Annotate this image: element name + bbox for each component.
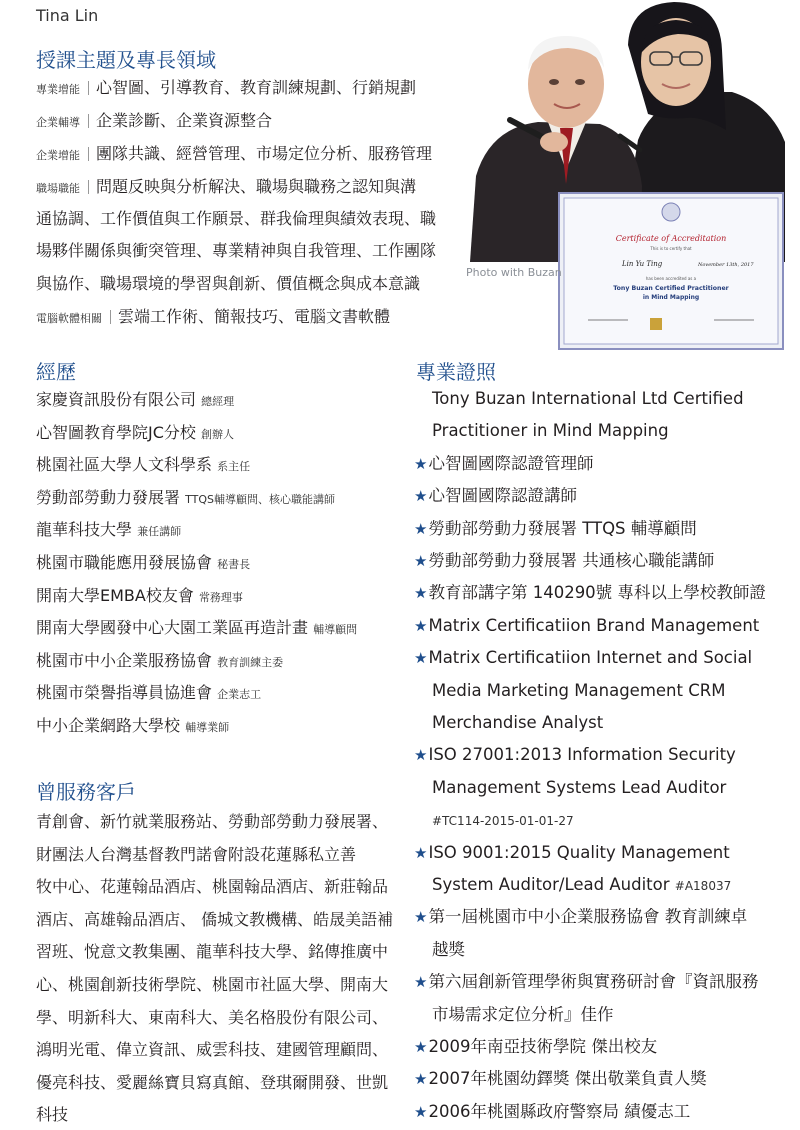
star-icon: ★	[414, 584, 428, 603]
cert-line	[414, 680, 726, 700]
star-icon: ★	[414, 908, 428, 927]
experience-item	[36, 585, 243, 605]
experience-role: 系主任	[217, 460, 251, 474]
experience-role: 總經理	[201, 395, 235, 408]
cert-line1: This is to certify that	[650, 246, 692, 251]
cert-title: Certificate of Accreditation	[615, 234, 727, 243]
cert-text: Matrix Certificatiion Internet and Social	[428, 648, 753, 668]
cert-text: Media Marketing Management CRM	[432, 680, 726, 700]
expertise-text: 心智圖、引導教育、教育訓練規劃、行銷規劃	[96, 78, 417, 97]
client-line: 酒店、高雄翰品酒店、 僑城文教機構、皓晟美語補	[36, 909, 394, 929]
star-icon: ★	[414, 843, 428, 862]
cert-line2: has been accredited as a	[645, 276, 697, 281]
expertise-tag: 企業輔導	[36, 116, 80, 129]
divider	[88, 81, 89, 95]
cert-text: 第六屆創新管理學術與實務研討會『資訊服務	[428, 972, 759, 992]
client-line: 牧中心、花蓮翰品酒店、桃園翰品酒店、新莊翰品	[36, 877, 389, 897]
star-icon: ★	[414, 1070, 428, 1089]
cert-line	[414, 1071, 707, 1088]
cert-emblem	[662, 203, 680, 221]
cert-line	[414, 715, 603, 732]
cert-id: #A18037	[674, 879, 732, 893]
expertise-tag: 企業增能	[36, 149, 80, 162]
cert-text: ISO 27001:2013 Information Security	[428, 745, 736, 765]
client-line: 科技	[36, 1105, 69, 1125]
experience-role: TTQS輔導顧問、核心職能講師	[185, 492, 335, 506]
star-icon: ★	[414, 746, 428, 765]
cert-line	[414, 939, 465, 959]
cert-text: System Auditor/Lead Auditor	[432, 875, 670, 894]
cert-line	[414, 553, 714, 570]
cert-text: 越獎	[432, 939, 465, 959]
experience-role: 輔導顧問	[313, 623, 358, 637]
experience-role: 教育訓練主委	[217, 655, 284, 669]
client-line: 青創會、新竹就業服務站、勞動部勞動力發展署、	[36, 812, 389, 831]
client-line: 財團法人台灣基督教門諾會附設花蓮縣私立善	[36, 844, 357, 864]
experience-org: 桃園市中小企業服務協會	[36, 650, 213, 670]
cert-text: 2009年南亞技術學院 傑出校友	[428, 1037, 658, 1056]
experience-role: 常務理事	[198, 590, 243, 604]
cert-text: 2007年桃園幼鐸獎 傑出敬業負責人獎	[428, 1069, 707, 1089]
cert-line	[414, 453, 594, 473]
cert-text: 勞動部勞動力發展署 TTQS 輔導顧問	[428, 518, 697, 538]
expertise-continuation: 通協調、工作價值與工作願景、群我倫理與績效表現、職	[36, 209, 437, 228]
cert-line	[414, 615, 760, 635]
expertise-row	[36, 113, 272, 129]
experience-item	[36, 487, 335, 507]
cert-role1: Tony Buzan Certified Practitioner	[613, 285, 729, 292]
experience-org: 龍華科技大學	[36, 520, 133, 540]
star-icon: ★	[414, 649, 428, 668]
experience-item	[36, 685, 261, 701]
certificate	[558, 192, 784, 350]
expertise-row	[36, 309, 390, 325]
cert-text: 市場需求定位分析』佳作	[432, 1004, 614, 1024]
cert-line	[414, 812, 574, 829]
cert-line	[414, 747, 736, 764]
star-icon: ★	[414, 487, 428, 506]
cert-line	[414, 650, 752, 667]
cert-text: Merchandise Analyst	[432, 713, 604, 732]
cert-text: 第一屆桃園市中小企業服務協會 教育訓練卓	[428, 907, 748, 927]
divider	[88, 114, 89, 128]
person-name: Tina Lin	[36, 6, 99, 25]
experience-item	[36, 650, 284, 670]
client-line: 優亮科技、愛麗絲寶貝寫真館、登琪爾開發、世凱	[36, 1072, 389, 1092]
cert-date: November 13th, 2017	[698, 262, 754, 268]
experience-heading: 經歷	[36, 360, 76, 384]
cert-text: #TC114-2015-01-01-27	[432, 814, 574, 829]
cert-text: Tony Buzan International Ltd Certified	[432, 389, 744, 408]
cert-line	[414, 488, 577, 505]
cert-line	[414, 974, 758, 991]
photo-caption: Photo with Buzan	[466, 266, 562, 279]
cert-role2: in Mind Mapping	[642, 294, 700, 301]
divider	[88, 180, 89, 194]
cert-line	[414, 1039, 657, 1056]
expertise-text: 雲端工作術、簡報技巧、電腦文書軟體	[118, 307, 391, 326]
expertise-row	[36, 146, 432, 162]
expertise-continuation: 場夥伴關係與衝突管理、專業精神與自我管理、工作團隊	[36, 241, 437, 260]
expertise-heading: 授課主題及專長領域	[36, 48, 216, 72]
cert-line	[414, 842, 730, 862]
experience-org: 桃園市榮譽指導員協進會	[36, 683, 213, 703]
cert-text: Practitioner in Mind Mapping	[432, 421, 669, 441]
cert-line	[414, 777, 727, 797]
client-line: 學、明新科大、東南科大、美名格股份有限公司、	[36, 1007, 389, 1027]
experience-item	[36, 555, 250, 571]
cert-line	[414, 877, 731, 894]
cert-text: ISO 9001:2015 Quality Management	[428, 842, 730, 862]
experience-item	[36, 718, 229, 734]
cert-line	[414, 585, 766, 602]
cert-signature: Lin Yu Ting	[622, 260, 663, 268]
star-icon: ★	[414, 616, 428, 635]
star-icon: ★	[414, 1102, 428, 1121]
experience-role: 企業志工	[217, 688, 262, 702]
cert-text: Management Systems Lead Auditor	[432, 777, 727, 797]
experience-org: 開南大學EMBA校友會	[36, 585, 194, 605]
clients-heading: 曾服務客戶	[36, 780, 136, 804]
cert-line	[414, 391, 744, 408]
star-icon: ★	[414, 973, 428, 992]
experience-role: 兼任講師	[137, 525, 182, 539]
experience-item	[36, 522, 181, 538]
experience-org: 桃園市職能應用發展協會	[36, 553, 213, 572]
expertise-tag: 專業增能	[36, 83, 80, 96]
expertise-text: 問題反映與分析解決、職場與職務之認知與溝	[96, 177, 417, 196]
cert-line	[414, 909, 747, 926]
cert-text: 教育部講字第 140290號 專科以上學校教師證	[428, 583, 766, 603]
experience-role: 創辦人	[201, 427, 234, 441]
experience-role: 秘書長	[217, 558, 251, 571]
star-icon: ★	[414, 552, 428, 570]
experience-item	[36, 457, 250, 473]
experience-org: 心智圖教育學院JC分校	[36, 422, 196, 442]
cert-line	[414, 1004, 614, 1024]
expertise-row	[36, 179, 416, 195]
expertise-text: 企業診斷、企業資源整合	[96, 111, 273, 130]
client-line: 鴻明光電、偉立資訊、威雲科技、建國管理顧問、	[36, 1040, 389, 1060]
expertise-tag: 電腦軟體相關	[36, 312, 102, 325]
cert-line	[414, 518, 697, 538]
experience-org: 中小企業網路大學校	[36, 716, 181, 735]
experience-org: 家慶資訊股份有限公司	[36, 390, 197, 409]
divider	[88, 147, 89, 161]
star-icon: ★	[414, 1038, 428, 1056]
experience-role: 輔導業師	[185, 721, 230, 734]
cert-line	[414, 1101, 691, 1121]
client-line: 習班、悅意文教集團、龍華科技大學、銘傳推廣中	[36, 942, 389, 962]
experience-item	[36, 392, 234, 408]
expertise-text: 團隊共識、經營管理、市場定位分析、服務管理	[96, 144, 433, 163]
experience-org: 勞動部勞動力發展署	[36, 487, 181, 507]
cert-text: 勞動部勞動力發展署 共通核心職能講師	[428, 551, 715, 570]
expertise-tag: 職場職能	[36, 182, 80, 195]
cert-text: Matrix Certificatiion Brand Management	[428, 615, 760, 635]
divider	[110, 310, 111, 324]
client-line: 心、桃園創新技術學院、桃園市社區大學、開南大	[36, 975, 389, 994]
expertise-row	[36, 80, 416, 96]
certs-heading: 專業證照	[416, 360, 496, 384]
cert-text: 心智圖國際認證管理師	[428, 453, 594, 473]
expertise-continuation: 與協作、職場環境的學習與創新、價值概念與成本意識	[36, 274, 421, 293]
star-icon: ★	[414, 454, 428, 473]
cert-line	[414, 423, 669, 440]
experience-item	[36, 620, 357, 636]
experience-org: 桃園社區大學人文科學系	[36, 455, 213, 475]
cert-text: 心智圖國際認證講師	[428, 486, 577, 506]
experience-item	[36, 422, 234, 442]
cert-seal	[650, 318, 662, 330]
experience-org: 開南大學國發中心大園工業區再造計畫	[36, 618, 309, 638]
cert-text: 2006年桃園縣政府警察局 績優志工	[428, 1101, 691, 1121]
star-icon: ★	[414, 519, 428, 538]
